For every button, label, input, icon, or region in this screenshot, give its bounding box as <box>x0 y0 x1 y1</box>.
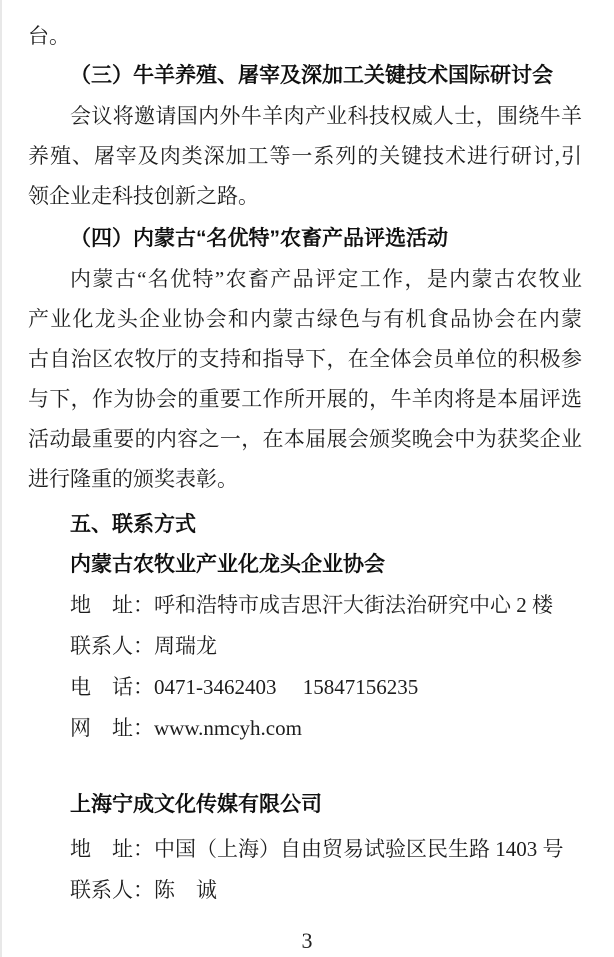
section-4-paragraph-line: 进行隆重的颁奖表彰。 <box>28 467 238 491</box>
section-4-paragraph-line: 与下，作为协会的重要工作所开展的，牛羊肉将是本届评选 <box>28 387 582 411</box>
imar-phone-line: 电 话：0471-3462403 15847156235 <box>70 675 419 699</box>
section-5-heading: 五、联系方式 <box>70 513 196 536</box>
section-3-paragraph-line: 领企业走科技创新之路。 <box>28 184 259 208</box>
scan-edge-artifact <box>0 0 2 957</box>
section-3-heading: （三）牛羊养殖、屠宰及深加工关键技术国际研讨会 <box>70 64 553 87</box>
section-3-paragraph-line: 养殖、屠宰及肉类深加工等一系列的关键技术进行研讨,引 <box>28 144 582 168</box>
section-3-paragraph-line: 会议将邀请国内外牛羊肉产业科技权威人士，围绕牛羊 <box>70 104 582 128</box>
section-4-paragraph-line: 活动最重要的内容之一，在本届展会颁奖晚会中为获奖企业 <box>28 427 582 451</box>
company-name-imar-association: 内蒙古农牧业产业化龙头企业协会 <box>70 553 385 576</box>
continuation-text-line: 台。 <box>28 24 70 48</box>
section-4-heading: （四）内蒙古“名优特”农畜产品评选活动 <box>70 227 448 250</box>
imar-website-line: 网 址：www.nmcyh.com <box>70 716 302 740</box>
document-body <box>28 16 582 911</box>
shanghai-contact-person-line: 联系人：陈 诚 <box>70 878 217 902</box>
section-4-paragraph-line: 内蒙古“名优特”农畜产品评定工作，是内蒙古农牧业 <box>70 267 582 291</box>
section-4-paragraph-line: 产业化龙头企业协会和内蒙古绿色与有机食品协会在内蒙 <box>28 307 582 331</box>
imar-contact-person-line: 联系人：周瑞龙 <box>70 634 217 658</box>
imar-address-line: 地 址：呼和浩特市成吉思汗大街法治研究中心 2 楼 <box>70 593 553 617</box>
shanghai-address-line: 地 址：中国（上海）自由贸易试验区民生路 1403 号 <box>70 837 564 861</box>
company-name-shanghai-ningcheng: 上海宁成文化传媒有限公司 <box>70 793 322 816</box>
section-4-paragraph-line: 古自治区农牧厅的支持和指导下，在全体会员单位的积极参 <box>28 347 582 371</box>
page-number: 3 <box>301 928 313 953</box>
